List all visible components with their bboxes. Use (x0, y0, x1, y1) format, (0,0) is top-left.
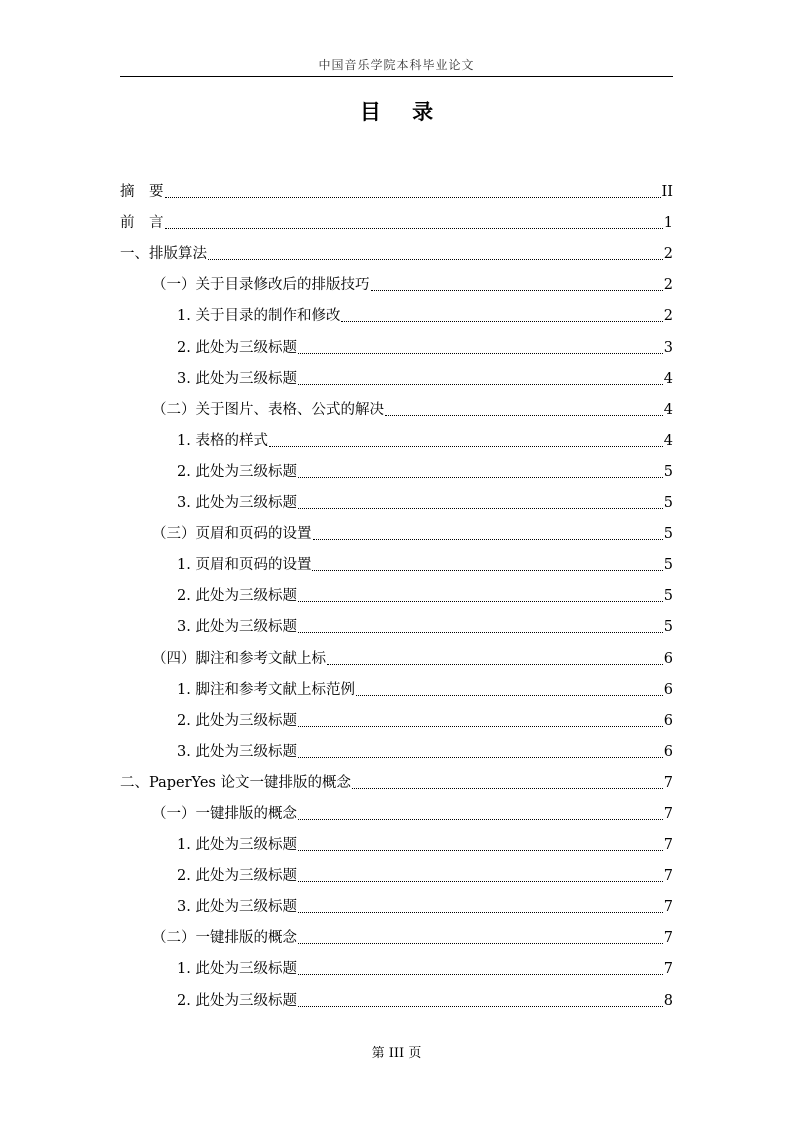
toc-entry-page: 4 (663, 401, 673, 418)
toc-entry-label: 1. 此处为三级标题 (177, 837, 297, 854)
toc-dot-leader (352, 788, 663, 789)
toc-dot-leader (298, 1006, 663, 1007)
toc-dot-leader (298, 850, 663, 851)
toc-dot-leader (385, 415, 663, 416)
toc-dot-leader (298, 632, 663, 633)
toc-entry-page: 6 (663, 712, 673, 729)
toc-entry-page: 4 (663, 432, 673, 449)
toc-dot-leader (298, 726, 663, 727)
toc-dot-leader (269, 446, 663, 447)
toc-entry-page: 7 (663, 961, 673, 978)
toc-dot-leader (341, 321, 662, 322)
toc-entry[interactable] (120, 578, 673, 609)
toc-dot-leader (298, 912, 663, 913)
toc-entry-page: 6 (663, 650, 673, 667)
toc-entry-label: 1. 表格的样式 (177, 432, 268, 449)
toc-entry[interactable] (120, 734, 673, 765)
toc-entry[interactable] (120, 516, 673, 547)
toc-entry-label: 一、排版算法 (120, 246, 207, 263)
toc-entry-page: 6 (663, 743, 673, 760)
toc-entry-label: （三）页眉和页码的设置 (152, 526, 312, 543)
toc-entry-page: 7 (663, 805, 673, 822)
toc-dot-leader (298, 819, 663, 820)
toc-entry[interactable] (120, 672, 673, 703)
toc-entry-page: 1 (663, 215, 673, 232)
toc-entry-page: II (661, 184, 673, 201)
toc-entry[interactable] (120, 454, 673, 485)
toc-dot-leader (165, 197, 661, 198)
toc-entry[interactable] (120, 640, 673, 671)
toc-dot-leader (298, 477, 663, 478)
toc-entry-label: （二）关于图片、表格、公式的解决 (152, 401, 384, 418)
toc-entry-label: （四）脚注和参考文献上标 (152, 650, 326, 667)
toc-entry-label: （一）一键排版的概念 (152, 805, 297, 822)
toc-entry[interactable] (120, 174, 673, 205)
toc-entry-page: 5 (663, 463, 673, 480)
toc-entry-page: 7 (663, 774, 673, 791)
toc-dot-leader (298, 601, 663, 602)
toc-entry[interactable] (120, 609, 673, 640)
toc-dot-leader (313, 539, 663, 540)
toc-entry-label: 2. 此处为三级标题 (177, 992, 297, 1009)
header-rule (120, 76, 673, 77)
toc-dot-leader (298, 881, 663, 882)
page-footer: 第 III 页 (371, 1046, 422, 1061)
toc-entry-label: 摘 要 (120, 184, 164, 201)
toc-entry[interactable] (120, 485, 673, 516)
toc-entry[interactable] (120, 920, 673, 951)
toc-entry[interactable] (120, 547, 673, 578)
toc-entry[interactable] (120, 267, 673, 298)
toc-dot-leader (298, 974, 663, 975)
toc-entry-page: 4 (663, 370, 673, 387)
toc-entry-page: 2 (663, 277, 673, 294)
toc-dot-leader (298, 943, 663, 944)
toc-dot-leader (371, 290, 663, 291)
toc-entry-label: （一）关于目录修改后的排版技巧 (152, 277, 370, 294)
toc-entry-page: 3 (663, 339, 673, 356)
toc-entry-label: 2. 此处为三级标题 (177, 588, 297, 605)
toc-entry-label: 3. 此处为三级标题 (177, 495, 297, 512)
toc-dot-leader (298, 384, 663, 385)
toc-entry-label: （二）一键排版的概念 (152, 930, 297, 947)
toc-dot-leader (298, 508, 663, 509)
toc-entry-label: 2. 此处为三级标题 (177, 712, 297, 729)
toc-entry-label: 1. 脚注和参考文献上标范例 (177, 681, 355, 698)
toc-dot-leader (356, 695, 663, 696)
toc-entry[interactable] (120, 982, 673, 1013)
toc-entry[interactable] (120, 329, 673, 360)
toc-entry-label: 3. 此处为三级标题 (177, 743, 297, 760)
toc-dot-leader (208, 259, 663, 260)
toc-dot-leader (298, 757, 663, 758)
toc-entry-label: 2. 此处为三级标题 (177, 463, 297, 480)
toc-dot-leader (312, 570, 662, 571)
toc-entry-page: 5 (663, 557, 673, 574)
toc-entry[interactable] (120, 298, 673, 329)
toc-entry-page: 5 (663, 495, 673, 512)
toc-entry[interactable] (120, 889, 673, 920)
toc-entry[interactable] (120, 423, 673, 454)
page-header: 中国音乐学院本科毕业论文 (318, 58, 475, 72)
toc-entry-label: 3. 此处为三级标题 (177, 619, 297, 636)
toc-dot-leader (165, 228, 663, 229)
toc-entry-page: 7 (663, 899, 673, 916)
toc-entry-label: 1. 页眉和页码的设置 (177, 557, 312, 574)
toc-entry[interactable] (120, 703, 673, 734)
toc-entry-page: 2 (663, 246, 673, 263)
toc-dot-leader (298, 353, 663, 354)
toc-entry[interactable] (120, 205, 673, 236)
toc-entry-page: 7 (663, 837, 673, 854)
toc-entry-label: 前 言 (120, 215, 164, 232)
toc-entry-label: 1. 关于目录的制作和修改 (177, 308, 341, 325)
table-of-contents (120, 174, 673, 1014)
toc-entry[interactable] (120, 858, 673, 889)
toc-entry[interactable] (120, 392, 673, 423)
toc-dot-leader (327, 664, 663, 665)
toc-entry[interactable] (120, 827, 673, 858)
toc-entry-label: 二、PaperYes 论文一键排版的概念 (120, 774, 351, 791)
toc-entry-page: 8 (663, 992, 673, 1009)
toc-entry-page: 5 (663, 526, 673, 543)
toc-entry-page: 2 (663, 308, 673, 325)
toc-entry-page: 5 (663, 619, 673, 636)
toc-entry[interactable] (120, 796, 673, 827)
toc-entry[interactable] (120, 361, 673, 392)
toc-entry-label: 2. 此处为三级标题 (177, 868, 297, 885)
toc-entry-label: 3. 此处为三级标题 (177, 899, 297, 916)
toc-title: 目 录 (359, 100, 446, 124)
toc-entry-label: 1. 此处为三级标题 (177, 961, 297, 978)
toc-entry-page: 6 (663, 681, 673, 698)
toc-entry-label: 3. 此处为三级标题 (177, 370, 297, 387)
toc-entry[interactable] (120, 765, 673, 796)
toc-entry-page: 7 (663, 868, 673, 885)
toc-entry-page: 5 (663, 588, 673, 605)
toc-entry-page: 7 (663, 930, 673, 947)
toc-entry[interactable] (120, 236, 673, 267)
toc-entry[interactable] (120, 951, 673, 982)
toc-entry-label: 2. 此处为三级标题 (177, 339, 297, 356)
